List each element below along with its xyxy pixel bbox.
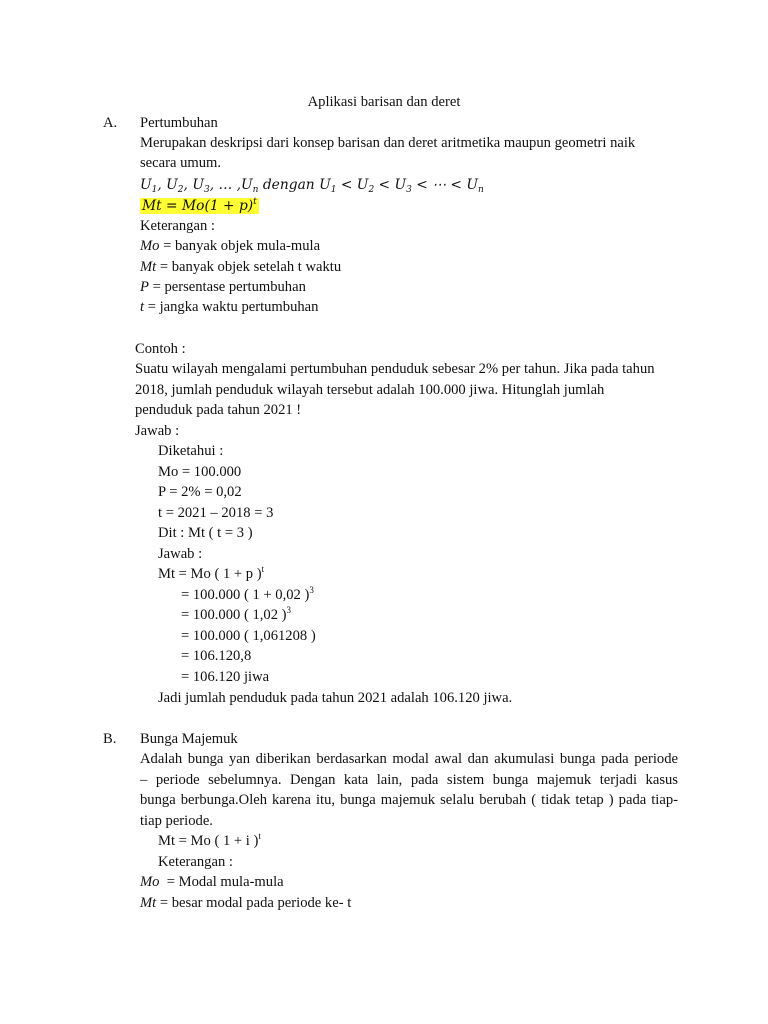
page-title: Aplikasi barisan dan deret xyxy=(307,94,461,110)
conclusion: Jadi jumlah penduduk pada tahun 2021 adalah 106.120 jiwa. xyxy=(158,690,513,706)
legend-item-mt: Mt = banyak objek setelah t waktu xyxy=(140,259,342,275)
section-b-desc-line-1: Adalah bunga yan diberikan berdasarkan modal awal dan akumulasi bunga pada periode xyxy=(140,751,678,767)
calc-step-1: Mt = Mo ( 1 + p )$^t$ xyxy=(158,564,265,582)
legend-b-mt: Mt = besar modal pada periode ke- t xyxy=(140,895,352,911)
given-p: P = 2% = 0,02 xyxy=(158,484,242,500)
calc-step-5: = 106.120,8 xyxy=(181,648,252,664)
sequence-formula: $U_1$, $U_2$, $U_3$, … $,U_n$ dengan $U_1 < U_2 < U_3$ < ⋯ < $U_n$ xyxy=(140,177,484,195)
section-b-keterangan: Keterangan : xyxy=(158,854,233,870)
contoh-line-3: penduduk pada tahun 2021 ! xyxy=(135,402,302,418)
section-b-desc-line-3: bunga berbunga.Oleh karena itu, bunga majemuk selalu berubah ( tidak tetap ) pada tiap- xyxy=(140,792,678,808)
section-a-desc-line-1: Merupakan deskripsi dari konsep barisan dan deret aritmetika maupun geometri naik xyxy=(140,135,636,151)
legend-item-mo: Mo = banyak objek mula-mula xyxy=(140,238,321,254)
calc-step-4: = 100.000 ( 1,061208 ) xyxy=(181,628,316,644)
section-a-letter: A. xyxy=(103,115,118,131)
section-b-heading: Bunga Majemuk xyxy=(140,731,238,747)
compound-interest-formula: Mt = Mo ( 1 + i )$^t$ xyxy=(158,831,261,849)
given-t: t = 2021 – 2018 = 3 xyxy=(158,505,274,521)
given-mo: Mo = 100.000 xyxy=(158,464,242,480)
jawab-label: Jawab : xyxy=(135,423,180,439)
contoh-line-2: 2018, jumlah penduduk wilayah tersebut adalah 100.000 jiwa. Hitunglah jumlah xyxy=(135,382,605,398)
section-a-heading: Pertumbuhan xyxy=(140,115,218,131)
calc-step-3: = 100.000 ( 1,02 )$^3$ xyxy=(181,605,292,623)
jawab-inner-label: Jawab : xyxy=(158,546,203,562)
diketahui-label: Diketahui : xyxy=(158,443,224,459)
growth-formula-highlight: $Mt = Mo(1 + p)^t$ xyxy=(142,197,257,214)
contoh-line-1: Suatu wilayah mengalami pertumbuhan penduduk sebesar 2% per tahun. Jika pada tahun xyxy=(135,361,655,377)
calc-step-6: = 106.120 jiwa xyxy=(181,669,270,685)
section-b-desc-line-2: – periode sebelumnya. Dengan kata lain, pada sistem bunga majemuk terjadi kasus xyxy=(140,772,678,788)
section-a-keterangan: Keterangan : xyxy=(140,218,215,234)
growth-formula xyxy=(140,196,259,216)
legend-item-t: t = jangka waktu pertumbuhan xyxy=(140,299,319,315)
legend-item-p: P = persentase pertumbuhan xyxy=(140,279,306,295)
section-a-desc-line-2: secara umum. xyxy=(140,155,222,171)
calc-step-2: = 100.000 ( 1 + 0,02 )$^3$ xyxy=(181,585,314,603)
contoh-label: Contoh : xyxy=(135,341,186,357)
section-b-letter: B. xyxy=(103,731,117,747)
section-b-desc-line-4: tiap periode. xyxy=(140,813,213,829)
legend-b-mo: Mo = Modal mula-mula xyxy=(140,874,284,890)
question-mt: Dit : Mt ( t = 3 ) xyxy=(158,525,253,541)
